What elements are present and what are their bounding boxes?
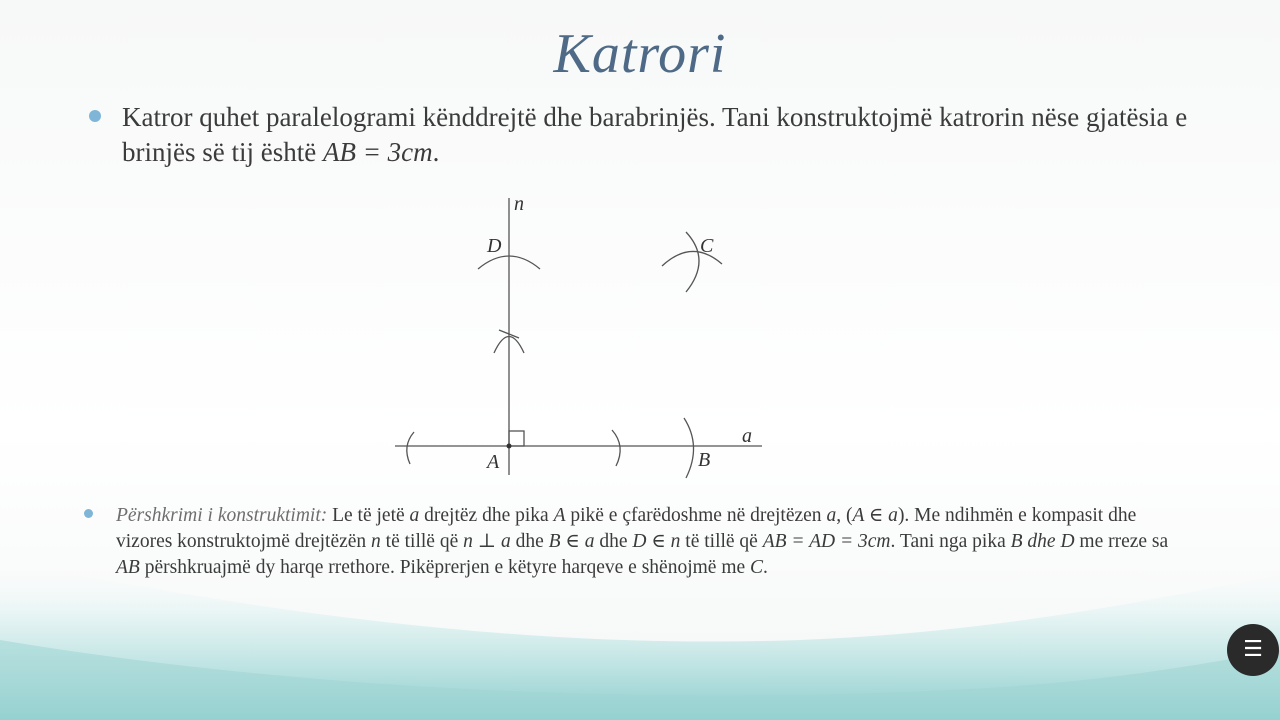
desc-text: të tillë që [680, 531, 763, 552]
desc-math: a [409, 505, 420, 526]
desc-text: me rreze sa [1074, 531, 1169, 552]
label-n: n [514, 193, 524, 215]
bullet-point-icon [89, 110, 101, 122]
desc-text: përshkruajmë dy harqe rrethore. Pikëprerjen e këtyre harqeve e shënojmë me [139, 557, 751, 578]
desc-text: dhe [510, 531, 549, 552]
square-construction-figure [390, 190, 780, 490]
label-A: A [487, 451, 500, 473]
arc-at-b [684, 418, 694, 478]
desc-text: pikë e çfarëdoshme në drejtëzen [565, 505, 827, 526]
slide-title: Katrori [553, 23, 727, 85]
label-D: D [487, 235, 502, 257]
bullet-point-icon [84, 509, 93, 518]
desc-text: Le të jetë [327, 505, 410, 526]
label-C: C [700, 235, 714, 257]
label-B: B [698, 449, 711, 471]
desc-math: C [750, 557, 764, 578]
desc-text: . [763, 557, 768, 578]
construction-description [116, 503, 1196, 581]
arc-right [612, 430, 620, 466]
desc-math: a [826, 505, 837, 526]
label-a: a [742, 425, 752, 447]
desc-math: A [553, 505, 566, 526]
arc-left [407, 432, 414, 464]
desc-math: D ∈ n [632, 531, 681, 552]
definition-end: . [432, 137, 440, 167]
menu-icon: ☰ [1243, 637, 1263, 662]
desc-math: B dhe D [1010, 531, 1075, 552]
desc-math: n [371, 531, 381, 552]
desc-text: , ( [836, 505, 853, 526]
desc-text: dhe [594, 531, 633, 552]
desc-math: AB = AD = 3cm [762, 531, 891, 552]
desc-text: drejtëz dhe pika [419, 505, 554, 526]
definition-text: Katror quhet paralelogrami kënddrejtë dhe barabrinjës. Tani konstruktojmë katrorin nëse gjatësia e brinjës së tij është [122, 102, 1188, 167]
desc-math: AB [116, 557, 140, 578]
point-a [507, 444, 512, 449]
right-angle-marker [509, 431, 524, 446]
desc-text: . Tani nga pika [890, 531, 1011, 552]
description-heading: Përshkrimi i konstruktimit: [116, 505, 328, 526]
desc-text: ). Me ndihmën e kompasit dhe vizores konstruktojmë drejtëzën [116, 505, 1137, 552]
desc-math: A ∈ a [852, 505, 898, 526]
desc-text: të tillë që [380, 531, 464, 552]
definition-paragraph [122, 100, 1222, 170]
arc-c-vertical [686, 232, 699, 292]
desc-math: B ∈ a [548, 531, 595, 552]
side-length-formula: AB = 3cm [322, 137, 433, 167]
menu-button[interactable] [1227, 624, 1279, 676]
desc-math: n ⊥ a [463, 531, 511, 552]
